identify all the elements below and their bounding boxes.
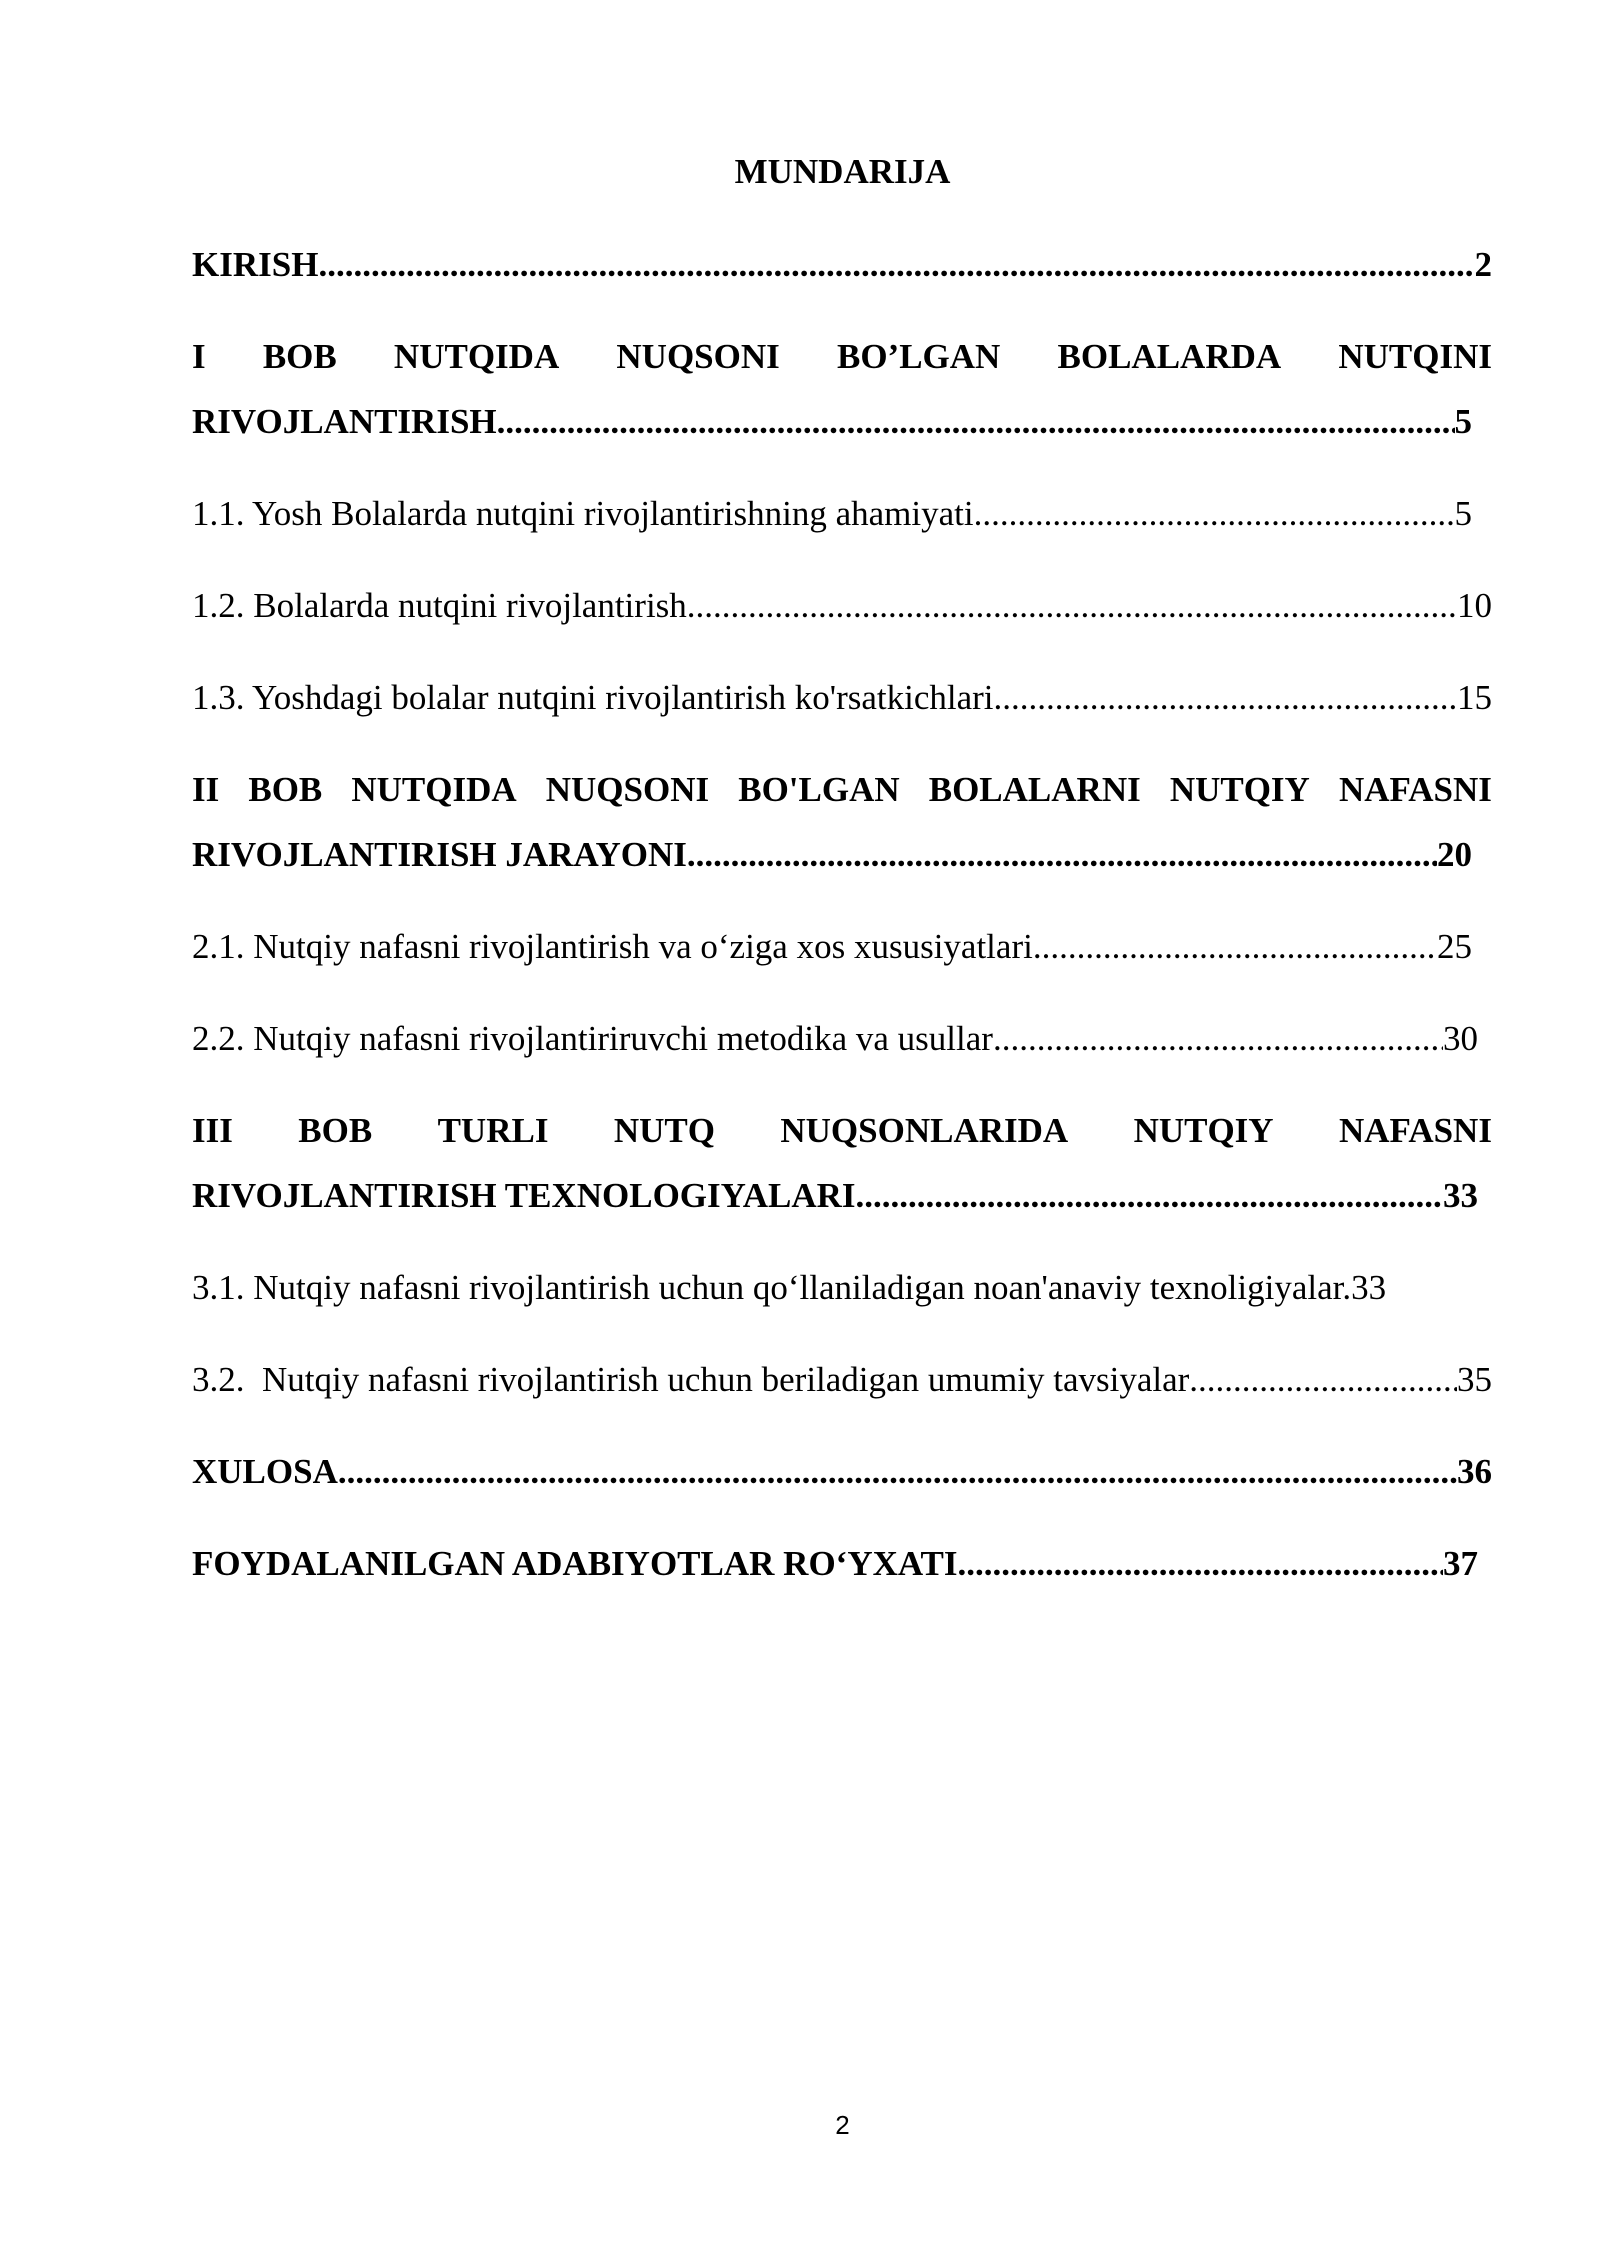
toc-entry-page: 33 [1351, 1268, 1387, 1307]
toc-entry-label: FOYDALANILGAN ADABIYOTLAR RO‘YXATI [192, 1544, 958, 1583]
toc-entry-page: 35 [1457, 1360, 1492, 1399]
dot-leader [1033, 927, 1437, 967]
heading-word: NUTQIY [1133, 1111, 1274, 1150]
toc-entry-chapter-3[interactable] [192, 1111, 1492, 1216]
toc-entry-label: RIVOJLANTIRISH TEXNOLOGIYALARI [192, 1176, 856, 1215]
dot-leader [687, 835, 1437, 875]
toc-entry-page: 25 [1437, 927, 1472, 966]
toc-entry-label: 2.2. Nutqiy nafasni rivojlantiriruvchi metodika va usullar [192, 1019, 993, 1058]
toc-entry-heading-line [192, 770, 1492, 810]
toc-entry-page: 5 [1454, 402, 1472, 441]
heading-word: NUTQIDA [351, 770, 517, 809]
toc-entry-label: 2.1. Nutqiy nafasni rivojlantirish va o‘ziga xos xususiyatlari [192, 927, 1033, 966]
dot-leader [687, 586, 1457, 626]
toc-entry-page: 15 [1457, 678, 1492, 717]
heading-word: TURLI [437, 1111, 549, 1150]
toc-entry-label: KIRISH [192, 245, 319, 284]
dot-leader [856, 1176, 1444, 1216]
toc-entry-chapter-1[interactable] [192, 337, 1492, 442]
toc-entry-page: 5 [1454, 494, 1472, 533]
toc-entry-label: 1.3. Yoshdagi bolalar nutqini rivojlantirish ko'rsatkichlari [192, 678, 994, 717]
toc-entry-heading-line [192, 1111, 1492, 1151]
dot-leader [993, 1019, 1443, 1059]
toc-entry-xulosa[interactable] [192, 1452, 1492, 1492]
toc-entry-label: RIVOJLANTIRISH [192, 402, 497, 441]
toc-entry-1-3[interactable] [192, 678, 1492, 718]
page-number: 2 [835, 2110, 850, 2140]
toc-entry-heading-line [192, 337, 1492, 377]
toc-entry-3-1[interactable] [192, 1268, 1492, 1308]
toc-entry-label: RIVOJLANTIRISH JARAYONI [192, 835, 687, 874]
toc-entry-page: 36 [1457, 1452, 1492, 1491]
heading-word: NUTQ [613, 1111, 715, 1150]
heading-word: BOLALARDA [1057, 337, 1282, 376]
dot-leader [318, 245, 1474, 285]
toc-entry-page: 37 [1443, 1544, 1478, 1583]
toc-entry-kirish[interactable] [192, 245, 1492, 285]
toc-entry-page: 33 [1443, 1176, 1478, 1215]
heading-word: NUQSONI [616, 337, 780, 376]
heading-word: NUTQINI [1338, 337, 1492, 376]
heading-word: NUQSONLARIDA [780, 1111, 1069, 1150]
heading-word: NUTQIY [1169, 770, 1310, 809]
heading-word: II [192, 770, 220, 809]
toc-entry-label: 1.2. Bolalarda nutqini rivojlantirish [192, 586, 687, 625]
dot-leader [338, 1452, 1457, 1492]
toc-entry-label: 3.2. Nutqiy nafasni rivojlantirish uchun beriladigan umumiy tavsiyalar [192, 1360, 1190, 1399]
heading-word: III [192, 1111, 233, 1150]
heading-word: I [192, 337, 206, 376]
dot-leader [958, 1544, 1443, 1584]
heading-word: NAFASNI [1338, 770, 1492, 809]
toc-entry-label: 3.1. Nutqiy nafasni rivojlantirish uchun qo‘llaniladigan noan'anaviy texnoligiyalar. [192, 1268, 1352, 1307]
heading-word: NUTQIDA [393, 337, 560, 376]
toc-entry-2-2[interactable] [192, 1019, 1492, 1059]
heading-word: NUQSONI [545, 770, 710, 809]
table-of-contents [192, 245, 1492, 1636]
toc-entry-3-2[interactable] [192, 1360, 1492, 1400]
toc-entry-1-1[interactable] [192, 494, 1492, 534]
dot-leader [497, 402, 1455, 442]
heading-word: NAFASNI [1338, 1111, 1492, 1150]
heading-word: BOLALARNI [928, 770, 1141, 809]
dot-leader [974, 494, 1455, 534]
toc-entry-references[interactable] [192, 1544, 1492, 1584]
toc-entry-label: XULOSA [192, 1452, 338, 1491]
dot-leader [994, 678, 1458, 718]
toc-entry-2-1[interactable] [192, 927, 1492, 967]
heading-word: BO'LGAN [738, 770, 900, 809]
toc-entry-label: 1.1. Yosh Bolalarda nutqini rivojlantirishning ahamiyati [192, 494, 974, 533]
toc-entry-page: 20 [1437, 835, 1472, 874]
heading-word: BOB [262, 337, 337, 376]
heading-word: BOB [298, 1111, 373, 1150]
heading-word: BO’LGAN [836, 337, 1001, 376]
toc-entry-chapter-2[interactable] [192, 770, 1492, 875]
toc-entry-page: 30 [1443, 1019, 1478, 1058]
heading-word: BOB [248, 770, 323, 809]
toc-entry-page: 10 [1457, 586, 1492, 625]
toc-title: MUNDARIJA [734, 152, 951, 191]
toc-entry-1-2[interactable] [192, 586, 1492, 626]
toc-entry-page: 2 [1474, 245, 1492, 284]
dot-leader [1189, 1360, 1457, 1400]
